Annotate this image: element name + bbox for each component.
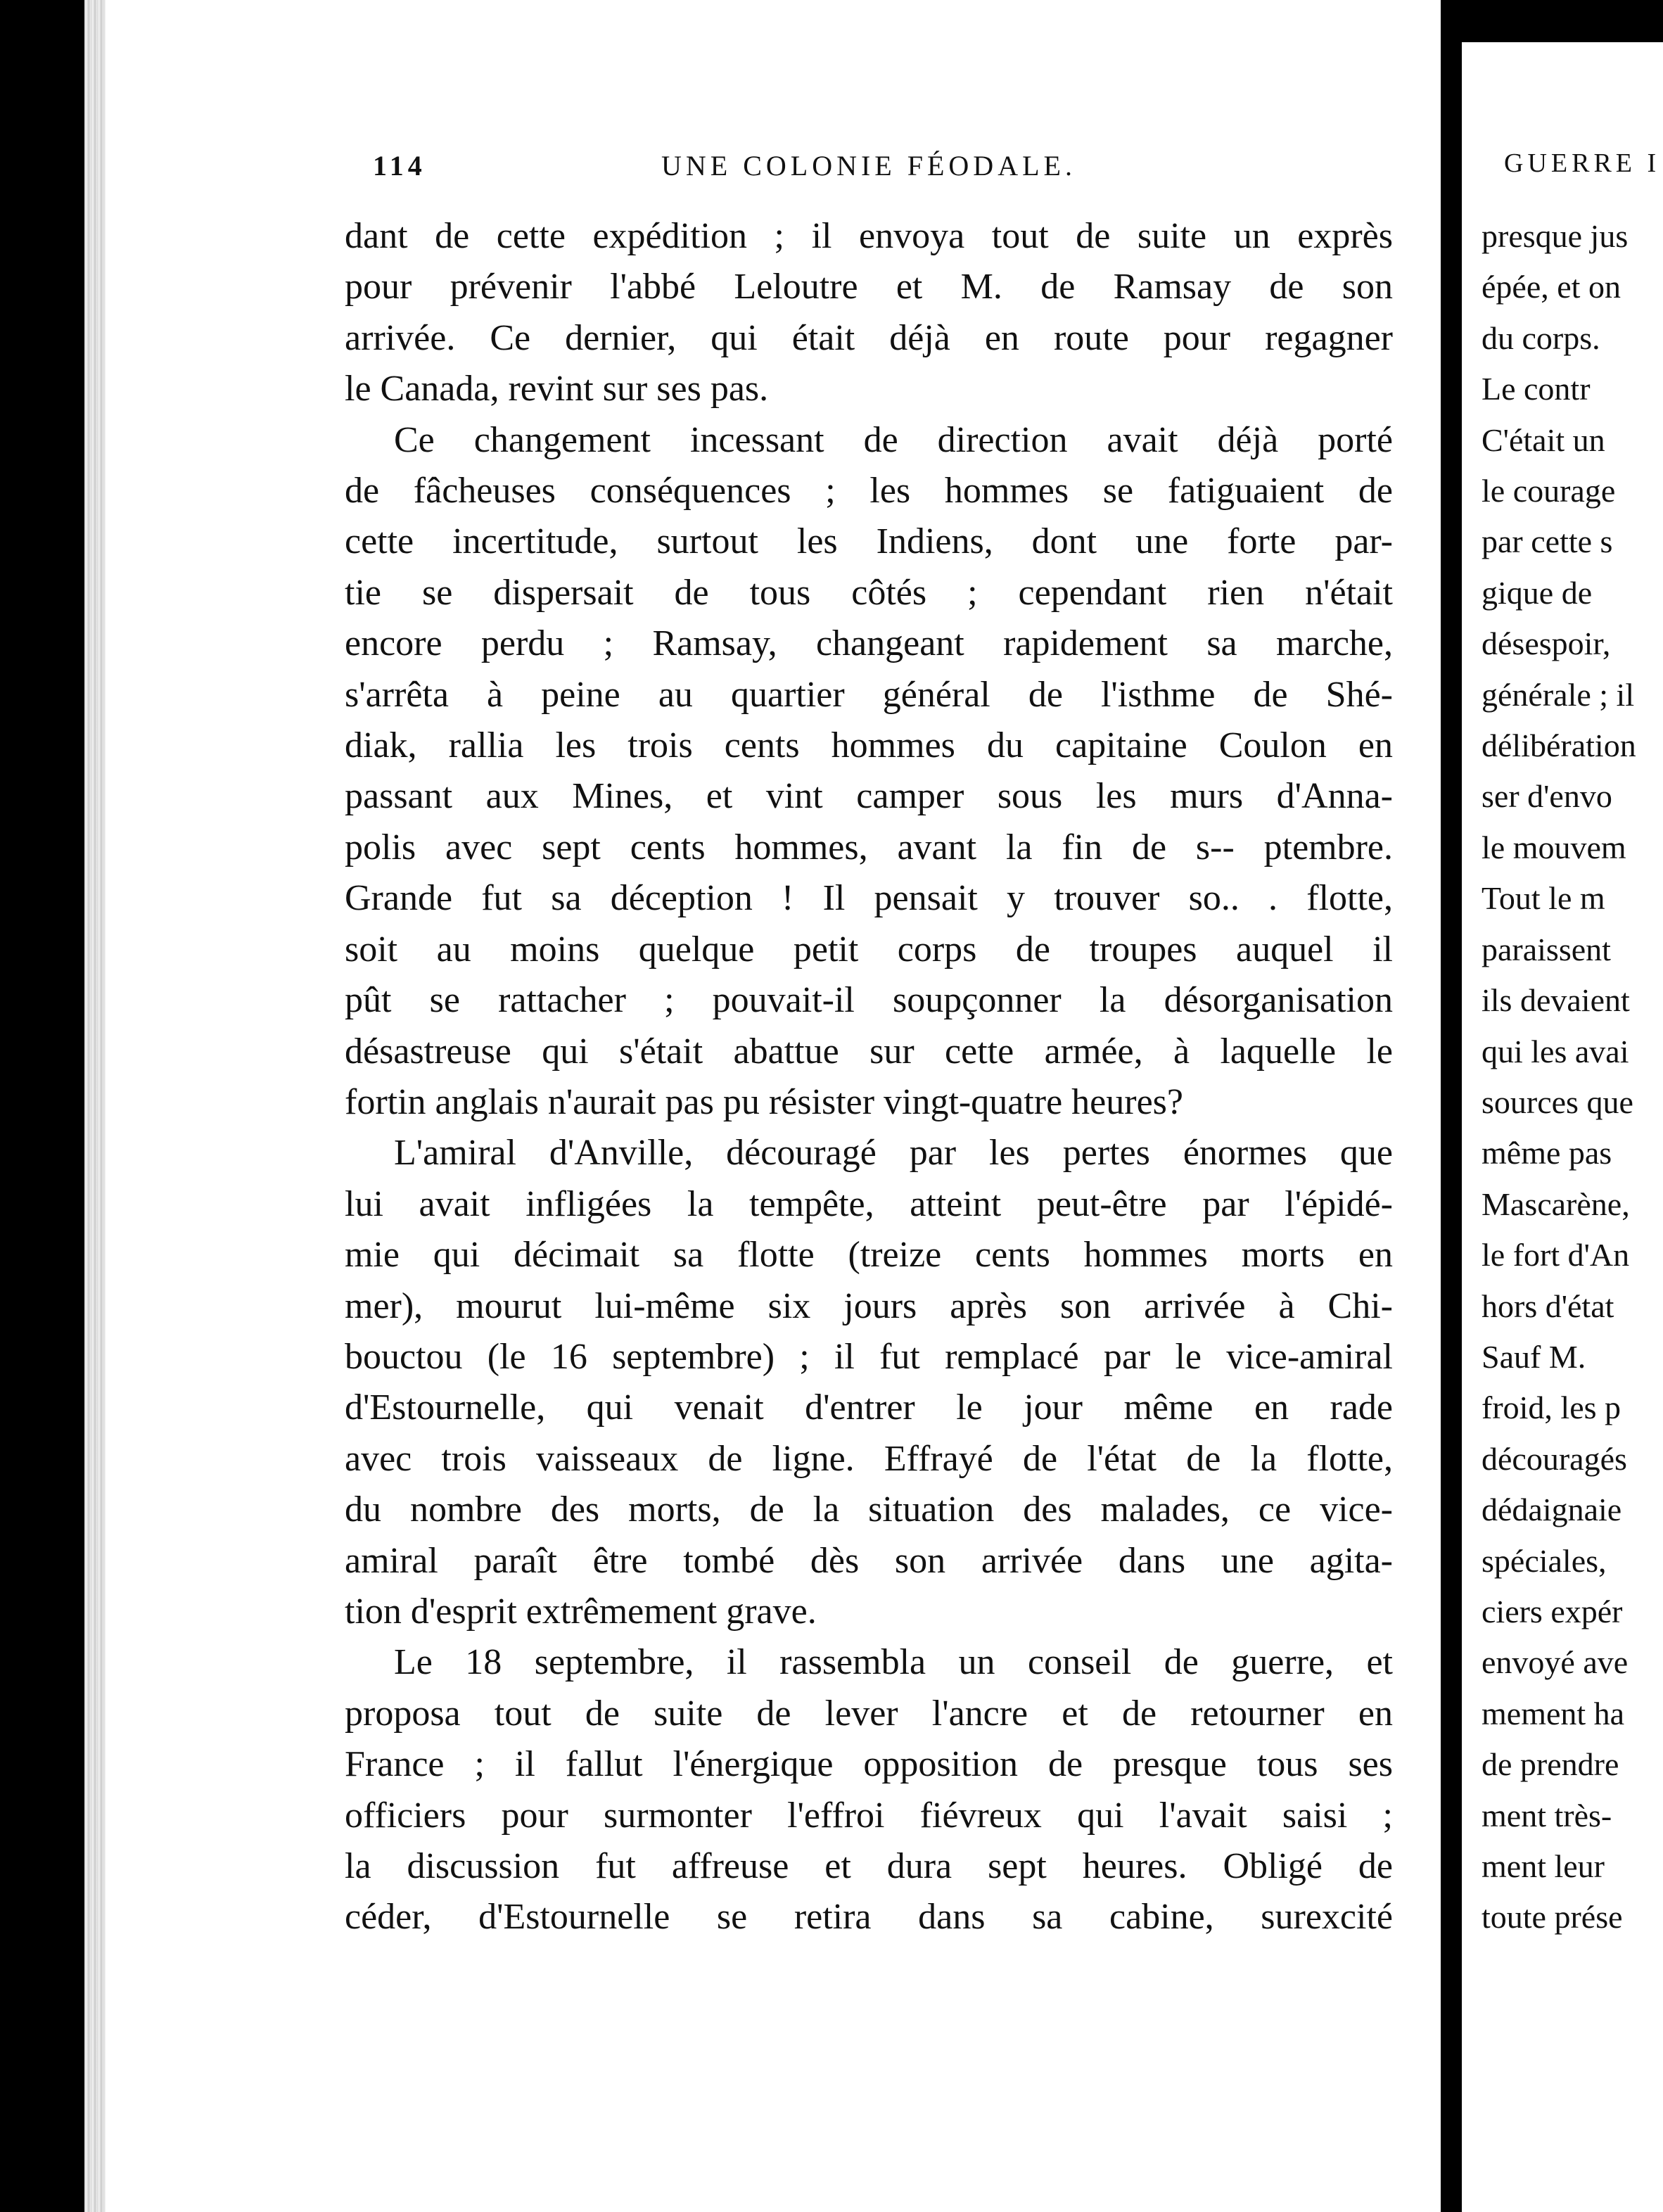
text-line: de fâcheuses conséquences ; les hommes se fatiguaient de: [345, 471, 1393, 511]
text-line: céder, d'Estournelle se retira dans sa cabine, surexcité: [345, 1897, 1393, 1938]
text-line: du nombre des morts, de la situation des malades, ce vice-: [345, 1489, 1393, 1530]
text-line: Grande fut sa déception ! Il pensait y trouver so.. . flotte,: [345, 878, 1393, 919]
text-line: L'amiral d'Anville, découragé par les pertes énormes que: [394, 1133, 1393, 1174]
text-line: gique de: [1482, 574, 1593, 611]
text-line: mement ha: [1482, 1695, 1625, 1731]
text-line: spéciales,: [1482, 1542, 1607, 1579]
text-line: pût se rattacher ; pouvait-il soupçonner la désorganisation: [345, 980, 1393, 1021]
right-page: [1462, 42, 1663, 2212]
text-line: mie qui décimait sa flotte (treize cents hommes morts en: [345, 1235, 1393, 1276]
text-line: désastreuse qui s'était abattue sur cette armée, à laquelle le: [345, 1031, 1393, 1072]
text-line: ment très-: [1482, 1797, 1612, 1833]
text-line: Le contr: [1482, 371, 1591, 407]
text-line: France ; il fallut l'énergique opposition de presque tous ses: [345, 1744, 1393, 1785]
text-line: toute prése: [1482, 1899, 1623, 1936]
text-line: pour prévenir l'abbé Leloutre et M. de Ramsay de son: [345, 267, 1393, 307]
text-line: fortin anglais n'aurait pas pu résister vingt-quatre heures?: [345, 1081, 1183, 1122]
text-line: avec trois vaisseaux de ligne. Effrayé de l'état de la flotte,: [345, 1438, 1393, 1479]
text-line: le mouvem: [1482, 829, 1626, 865]
text-line: ils devaient: [1482, 982, 1630, 1019]
text-line: le Canada, revint sur ses pas.: [345, 369, 769, 409]
left-body-text: [345, 211, 1393, 1943]
text-line: diak, rallia les trois cents hommes du capitaine Coulon en: [345, 725, 1393, 766]
text-line: officiers pour surmonter l'effroi fiévreux qui l'avait saisi ;: [345, 1795, 1393, 1836]
text-line: lui avait infligées la tempête, atteint peut-être par l'épidé-: [345, 1183, 1393, 1224]
text-line: d'Estournelle, qui venait d'entrer le jour même en rade: [345, 1387, 1393, 1428]
text-line: épée, et on: [1482, 269, 1621, 305]
text-line: amiral paraît être tombé dès son arrivée dans une agita-: [345, 1540, 1393, 1581]
text-line: Le 18 septembre, il rassembla un conseil de guerre, et: [394, 1642, 1393, 1683]
book-gutter: [1441, 0, 1462, 2212]
text-line: dant de cette expédition ; il envoya tout de suite un exprès: [345, 216, 1393, 256]
text-line: bouctou (le 16 septembre) ; il fut remplacé par le vice-amiral: [345, 1336, 1393, 1377]
text-line: mer), mourut lui-même six jours après son arrivée à Chi-: [345, 1285, 1393, 1326]
text-line: passant aux Mines, et vint camper sous les murs d'Anna-: [345, 776, 1393, 817]
text-line: désespoir,: [1482, 625, 1611, 662]
text-line: de prendre: [1482, 1746, 1619, 1783]
text-line: du corps.: [1482, 319, 1600, 356]
text-line: froid, les p: [1482, 1390, 1621, 1426]
running-head-left: UNE COLONIE FÉODALE.: [661, 150, 1076, 182]
text-line: paraissent: [1482, 931, 1611, 967]
text-line: même pas: [1482, 1135, 1612, 1171]
text-line: par cette s: [1482, 523, 1613, 560]
right-body-text: [1482, 211, 1663, 1943]
text-line: Mascarène,: [1482, 1186, 1630, 1222]
text-line: soit au moins quelque petit corps de troupes auquel il: [345, 929, 1393, 970]
text-line: Sauf M.: [1482, 1338, 1586, 1375]
text-line: Ce changement incessant de direction avait déjà porté: [394, 419, 1393, 460]
text-line: s'arrêta à peine au quartier général de l'isthme de Shé-: [345, 674, 1393, 715]
text-line: la discussion fut affreuse et dura sept heures. Obligé de: [345, 1846, 1393, 1886]
text-line: découragés: [1482, 1440, 1627, 1477]
text-line: Tout le m: [1482, 880, 1605, 917]
text-line: générale ; il: [1482, 676, 1635, 713]
text-line: ment leur: [1482, 1848, 1605, 1884]
text-line: C'était un: [1482, 421, 1605, 458]
text-line: tion d'esprit extrêmement grave.: [345, 1591, 817, 1632]
text-line: dédaignaie: [1482, 1492, 1622, 1528]
text-line: polis avec sept cents hommes, avant la fin de s-- ptembre.: [345, 827, 1393, 867]
text-line: encore perdu ; Ramsay, changeant rapidement sa marche,: [345, 623, 1393, 664]
text-line: qui les avai: [1482, 1033, 1629, 1069]
page-number: 114: [373, 150, 426, 182]
text-line: envoyé ave: [1482, 1644, 1629, 1681]
text-line: proposa tout de suite de lever l'ancre et de retourner en: [345, 1693, 1393, 1734]
text-line: cette incertitude, surtout les Indiens, dont une forte par-: [345, 521, 1393, 562]
text-line: ciers expér: [1482, 1593, 1623, 1629]
text-line: le fort d'An: [1482, 1237, 1630, 1273]
text-line: hors d'état: [1482, 1288, 1614, 1324]
text-line: ser d'envo: [1482, 778, 1612, 815]
running-head-right: GUERRE I: [1504, 148, 1661, 178]
text-line: le courage: [1482, 473, 1616, 509]
text-line: presque jus: [1482, 218, 1629, 254]
text-line: sources que: [1482, 1083, 1633, 1120]
text-line: tie se dispersait de tous côtés ; cependant rien n'était: [345, 572, 1393, 613]
text-line: délibération: [1482, 727, 1636, 764]
text-line: arrivée. Ce dernier, qui était déjà en route pour regagner: [345, 317, 1393, 358]
